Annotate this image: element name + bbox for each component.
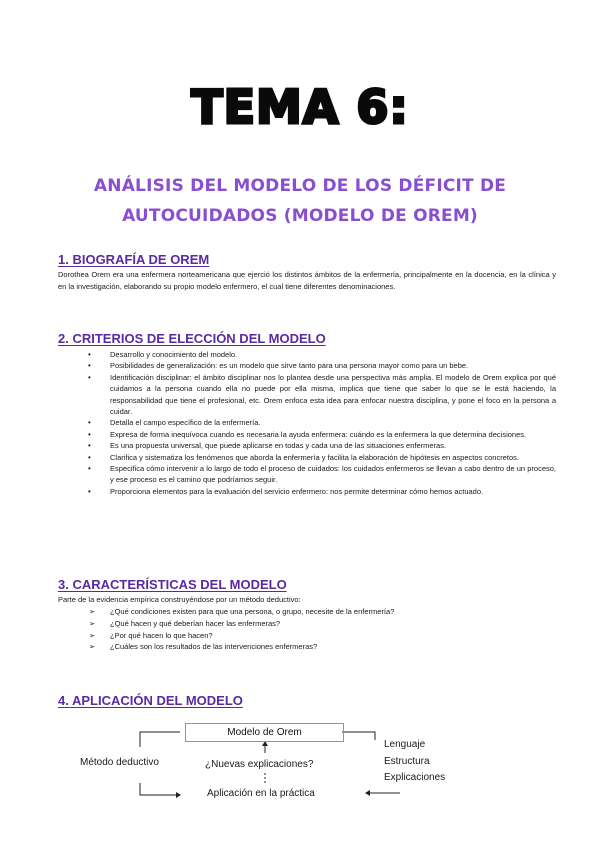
list-item: ➢ ¿Cuáles son los resultados de las intervenciones enfermeras? bbox=[58, 641, 556, 653]
list-item: • Especifica cómo intervenir a lo largo de todo el proceso de cuidados: los cuidados enfermeros se llevan a cabo dentro de un proceso, y ese proceso es el camino que podríamos seguir. bbox=[58, 463, 556, 486]
aplicacion-practica-label: Aplicación en la práctica bbox=[207, 788, 315, 799]
section-heading-criterios: 2. CRITERIOS DE ELECCIÓN DEL MODELO bbox=[58, 331, 326, 346]
section-heading-caracteristicas: 3. CARACTERÍSTICAS DEL MODELO bbox=[58, 577, 287, 592]
list-item: • Expresa de forma inequívoca cuando es necesaria la ayuda enfermera: cuándo es la enfermera la que determina decisiones. bbox=[58, 429, 556, 440]
page-title: TEMA 6: bbox=[191, 80, 409, 134]
biografia-paragraph: Dorothea Orem era una enfermera norteamericana que ejerció los distintos ámbitos de la enfermería, principalmente en la docencia, en la clínica y en la investigación, elaborando su propio modelo enfermero, el cual tiene diferentes denominaciones. bbox=[58, 270, 556, 291]
list-item: • Desarrollo y conocimiento del modelo. bbox=[58, 349, 556, 360]
list-item: ➢ ¿Qué hacen y qué deberían hacer las enfermeras? bbox=[58, 618, 556, 630]
list-item: • Detalla el campo específico de la enfermería. bbox=[58, 417, 556, 428]
modelo-orem-box bbox=[185, 723, 344, 742]
list-item: ➢ ¿Por qué hacen lo que hacen? bbox=[58, 630, 556, 642]
estructura-label: Estructura bbox=[384, 756, 430, 767]
subtitle-line-2: AUTOCUIDADOS (MODELO DE OREM) bbox=[122, 206, 478, 226]
list-item: • Clarifica y sistematiza los fenómenos que aborda la enfermería y facilita la elaboración de hipótesis en aspectos concretos. bbox=[58, 452, 556, 463]
modelo-orem-label: Modelo de Orem bbox=[227, 727, 302, 738]
metodo-deductivo-label: Método deductivo bbox=[80, 757, 159, 768]
list-item: • Es una propuesta universal, que puede aplicarse en todas y cada una de las situaciones enfermeras. bbox=[58, 440, 556, 451]
list-item: • Posibilidades de generalización: es un modelo que sirve tanto para una persona mayor como para un bebe. bbox=[58, 360, 556, 371]
caracteristicas-intro: Parte de la evidencia empírica construyéndose por un método deductivo: bbox=[58, 595, 301, 604]
section-heading-biografia: 1. BIOGRAFÍA DE OREM bbox=[58, 252, 210, 267]
list-item: • Proporciona elementos para la evaluación del servicio enfermero: nos permite determinar cómo hemos actuado. bbox=[58, 486, 556, 497]
explicaciones-label: Explicaciones bbox=[384, 772, 446, 783]
nuevas-explicaciones-label: ¿Nuevas explicaciones? bbox=[205, 759, 314, 770]
section-heading-aplicacion: 4. APLICACIÓN DEL MODELO bbox=[58, 693, 243, 708]
list-item: • Identificación disciplinar: el ámbito disciplinar nos lo plantea desde una perspectiva más amplia. El modelo de Orem explica por qué cuidamos a la persona cuando ella no puede por ella misma, implica que tiene que saber lo que se le está haciendo, la responsabilidad que tiene el profesional, etc. Orem enfoca esta idea para enfocar nuestra disciplina, y pone el foco en la persona a cuidar. bbox=[58, 372, 556, 418]
list-item: ➢ ¿Qué condiciones existen para que una persona, o grupo, necesite de la enfermería? bbox=[58, 606, 556, 618]
subtitle-line-1: ANÁLISIS DEL MODELO DE LOS DÉFICIT DE bbox=[93, 176, 507, 196]
lenguaje-label: Lenguaje bbox=[384, 739, 426, 750]
